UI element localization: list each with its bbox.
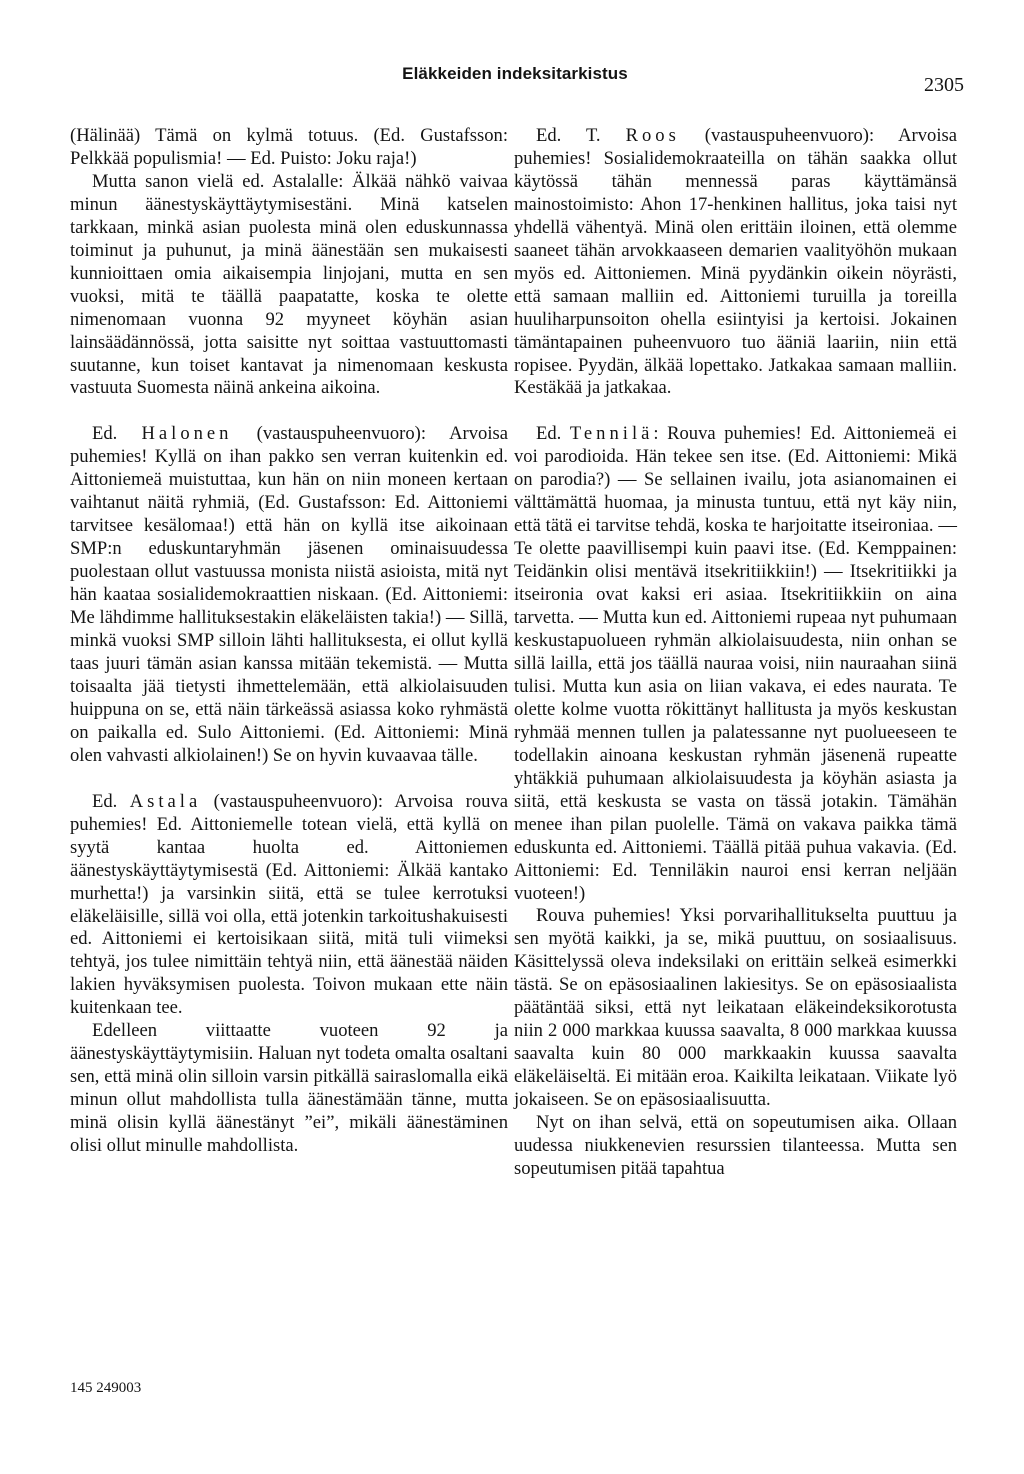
speaker-name: Astala <box>129 790 202 812</box>
speech-astala <box>70 791 508 1021</box>
paragraph: Edelleen viittaatte vuoteen 92 ja äänestyskäyttäytymisiin. Haluan nyt todeta omalta osaltani sen, että minä olin silloin varsin pitkällä sairaslomalla eikä minun ollut mahdollista tulla äänestämään tänne, mutta minä olisin kyllä äänestänyt ”ei”, mikäli äänestäminen olisi ollut minulle mahdollista. <box>70 1020 508 1157</box>
paragraph: (Hälinää) Tämä on kylmä totuus. (Ed. Gustafsson: Pelkkää populismia! — Ed. Puisto: Joku raja!) <box>70 125 508 169</box>
speech-text: (vastauspuheenvuoro): Arvoisa puhemies! Kyllä on ihan pakko sen verran kuitenkin ed. Aittoniemeä muistuttaa, kun hän on niin moneen kertaan vaihtanut näitä ryhmiä, (Ed. Gustafsson: Ed. Aittoniemi tarvitsee kesälomaa!) että hän on kyllä itse aikoinaan SMP:n eduskuntaryhmän jäsenen ominaisuudessa puolestaan ollut vastuussa monista niistä asioista, mitä nyt hän kaataa sosialidemokraattien niskaan. (Ed. Aittoniemi: Me lähdimme hallituksestakin eläkeläisten takia!) — Sillä, minkä vuoksi SMP silloin lähti hallituksesta, ei ollut kyllä taas juuri tämän asian kanssa mitään tekemistä. — Mutta toisaalta jää tietysti ihmettelemään, että alkiolaisuuden huippuna on se, että näin tärkeässä asiassa koko ryhmästä on paikalla ed. Sulo Aittoniemi. (Ed. Aittoniemi: Minä olen vahvasti alkiolainen!) Se on hyvin kuvaavaa tälle. <box>70 423 508 766</box>
speech-prefix: Ed. <box>92 423 142 445</box>
footer-print-code: 145 249003 <box>70 1380 142 1396</box>
speech-halonen <box>70 423 508 767</box>
speech-text: (vastauspuheenvuoro): Arvoisa puhemies! Sosialidemokraateilla on tähän saakka ollut käytössä tähän mennessä paras käyttämänsä mainostoimisto: Ahon 17-henkinen hallitus, joka taisi nyt yhdellä vähentyä. Minä olen erittäin iloinen, että olemme saaneet tähän arvokkaaseen demarien vaalityöhön mukaan myös ed. Aittoniemen. Minä pyydänkin oikein nöyrästi, että samaan malliin ed. Aittoniemi turuilla ja toreilla huuliharpunsoiton ohella esiintyisi ja kertoisi. Jokainen tämäntapainen puheenvuoro tuo ääniä laariin, niin että ropisee. Pyydän, älkää lopettako. Jatkakaa samaan malliin. Kestäkää ja jatkakaa. <box>514 125 957 399</box>
speech-prefix: Ed. T. <box>536 125 626 146</box>
right-column <box>514 125 957 1181</box>
speaker-name: Roos <box>625 125 680 146</box>
running-header-title: Eläkkeiden indeksitarkistus <box>402 64 628 83</box>
paragraph: Nyt on ihan selvä, että on sopeutumisen aika. Ollaan uudessa niukkenevien resurssien tilanteessa. Mutta sen sopeutumisen pitää tapahtua <box>514 1112 957 1179</box>
paragraph: Rouva puhemies! Yksi porvarihallitukselta puuttuu ja sen myötä kaikki, ja se, mikä puuttuu, on sosiaalisuus. Käsittelyssä oleva indeksilaki on erittäin selkeä esimerkki tästä. Se on epäsosiaalinen lakiesitys. Se on epäsosiaalista päätäntää siksi, että nyt leikataan eläkeindeksikorotusta niin 2 000 markkaa kuussa saavalta, 8 000 markkaa kuussa saavalta kuin 80 000 markkaakin kuussa saavalta eläkeläiseltä. Ei mitään eroa. Kaikilta leikataan. Viikate lyö jokaiseen. Se on epäsosiaalisuutta. <box>514 905 957 1111</box>
speech-text: (vastauspuheenvuoro): Arvoisa rouva puhemies! Ed. Aittoniemelle totean vielä, että kyllä on syytä kantaa huolta ed. Aittoniemen äänestyskäyttäytymisestä (Ed. Aittoniemi: Älkää kantako murhetta!) ja varsinkin siitä, että se tulee kerrotuksi eläkeläisille, sillä voi olla, että jotenkin tarkoitushakuisesti ed. Aittoniemi ei kertoisikaan siitä, mitä tuli viimeksi tehtyä, jos tulee nimittäin tehtyä niin, että äänestää näiden lakien hyväksymisen puolesta. Toivon mukaan ette näin kuitenkaan tee. <box>70 790 509 1019</box>
paragraph: Mutta sanon vielä ed. Astalalle: Älkää nähkö vaivaa minun äänestyskäyttäytymisestäni. Minä katselen tarkkaan, minkä asian puolesta minä olen eduskunnassa toiminut ja puhunut, ja minä äänestään sen mukaisesti kunnioittaen omia aikaisempia linjojani, mutta en sen vuoksi, mitä te täällä paapatatte, koska te olette nimenomaan vuonna 92 myyneet köyhän asian lainsäädännössä, jotta saisitte nyt soittaa vastuuttomasti suutanne, kun toiset kantavat ja nimenomaan keskusta vastuuta Suomesta näinä ankeina aikoina. <box>70 170 508 399</box>
speech-tennila <box>514 423 957 905</box>
speech-roos <box>514 125 957 400</box>
speech-text: : Rouva puhemies! Ed. Aittoniemeä ei voi parodioida. Hän tekee sen itse. (Ed. Aittoniemi: Mikä on parodia?) — Se sellainen ivailu, jota asianomainen ei välttämättä huomaa, ja minusta tuntuu, että nyt käy niin, että tätä ei tarvitse tehdä, koska te harjoitatte itseironiaa. — Te olette paavillisempi kuin paavi itse. (Ed. Kemppainen: Teidänkin olisi mentävä itsekritiikkiin!) — Itsekritiikki ja itseironia ovat kaksi eri asiaa. Itsekritiikkiin on aina tarvetta. — Mutta kun ed. Aittoniemi rupeaa nyt puhumaan keskustapuolueen ryhmän alkiolaisuudesta, niin onhan se sillä lailla, että jos täällä nauraa voisi, niin nauraahan siinä tulisi. Mutta kun asia on liian vakava, ei edes naurata. Te olette kolme vuotta rökittänyt hallitusta ja myös keskustan ryhmää mennen tullen ja palatessanne nyt puolueeseen te todellakin ainoana keskustan ryhmän jäsenenä rupeatte yhtäkkiä puhumaan alkiolaisuudesta ja köyhän asiasta ja siitä, että keskusta se vasta on tässä jotakin. Tämähän menee ihan pilan puolelle. Tämä on vakava paikka tämä eduskunta ed. Aittoniemi. Täällä pitää puhua vakavia. (Ed. Aittoniemi: Ed. Tenniläkin nauroi ensi kerran neljään vuoteen!) <box>514 423 957 904</box>
left-column <box>70 125 508 1158</box>
speaker-name: Tennilä <box>569 423 654 445</box>
speech-prefix: Ed. <box>92 790 130 812</box>
speech-prefix: Ed. <box>536 423 570 445</box>
page-number: 2305 <box>924 74 964 96</box>
speaker-name: Halonen <box>141 423 233 445</box>
